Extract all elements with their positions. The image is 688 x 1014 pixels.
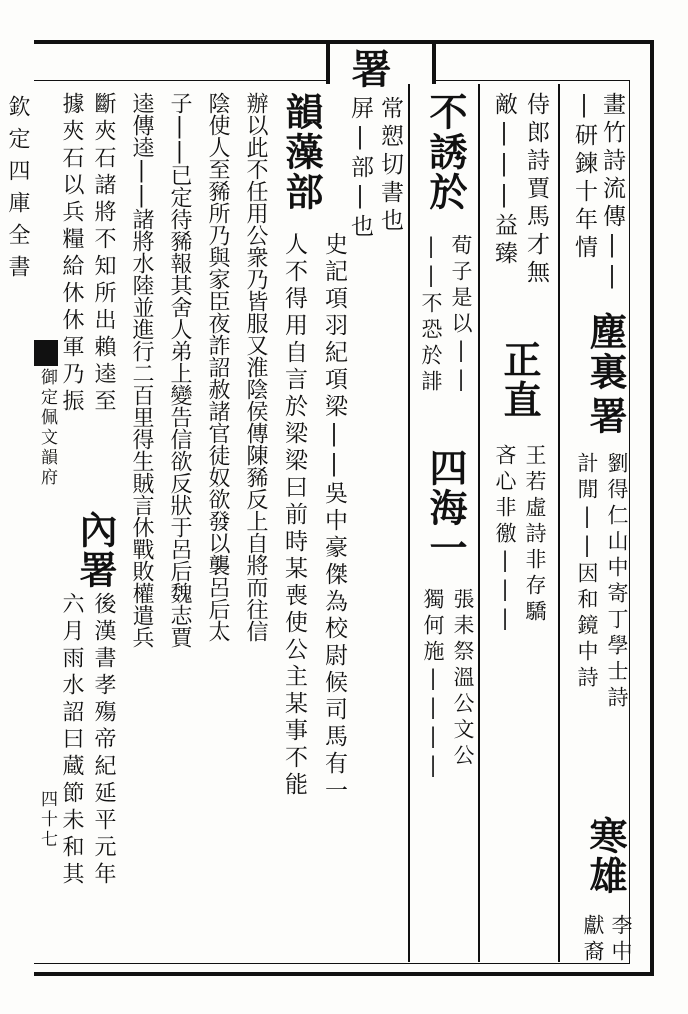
entry-heading-word: 署 bbox=[583, 396, 628, 436]
entry-heading: 不誘於 bbox=[423, 92, 468, 212]
entry-heading: 四海一 bbox=[423, 448, 468, 568]
text-column: 敵|||益臻 bbox=[491, 92, 517, 269]
text-column: 陰使人至豨所乃與家臣夜詐詔赦諸官徒奴欲發以襲呂后太 bbox=[205, 92, 230, 642]
text-column: 侍郎詩賈馬才無 bbox=[523, 92, 549, 288]
text-column: 獻裔 bbox=[581, 914, 605, 966]
text-column: 劉得仁山中寄丁學士詩 bbox=[605, 452, 629, 712]
margin-book-title: 欽定四庫全書 bbox=[5, 95, 30, 287]
text-column: 史記項羽紀項梁||吳中豪傑為校尉候司馬有一 bbox=[321, 232, 347, 805]
text-column: 辦以此不任用公衆乃皆服又淮陰侯傳陳豨反上自將而往信 bbox=[243, 92, 268, 642]
entry-heading: 正直 bbox=[497, 340, 542, 420]
text-column: 子||已定待豨報其舍人弟上變告信欲反狀于呂后魏志賈 bbox=[167, 92, 192, 648]
entry-heading: 寒雄 bbox=[583, 816, 628, 896]
text-column: |研鍊十年情 bbox=[571, 92, 597, 263]
column-divider bbox=[408, 84, 410, 962]
text-column: 畫竹詩流傳|| bbox=[599, 92, 625, 294]
entry-heading-word: 署 bbox=[73, 550, 118, 590]
text-column: 後漢書孝殤帝紀延平元年 bbox=[91, 592, 116, 889]
entry-heading: 內 bbox=[73, 510, 118, 550]
margin-volume-title: 御定佩文韻府 bbox=[37, 368, 57, 488]
text-column: 計閒||因和鏡中詩 bbox=[575, 452, 599, 692]
text-column: 逵傳逵||諸將水陸並進行二百里得生賊言休戰敗權遣兵 bbox=[129, 92, 154, 648]
column-divider bbox=[478, 84, 480, 962]
text-column: 六月雨水詔曰蔵節未和其 bbox=[59, 592, 84, 889]
entry-heading: 塵裏 bbox=[583, 312, 628, 392]
text-column: 吝心非徼||| bbox=[493, 444, 517, 635]
text-column: 獨何施|||| bbox=[421, 588, 445, 782]
section-heading: 韻藻部 bbox=[279, 92, 324, 212]
text-column: 王若虛詩非存驕 bbox=[523, 444, 547, 626]
text-column: 據夾石以兵糧給休休軍乃振 bbox=[59, 92, 84, 416]
text-column: 荀子是以|| bbox=[449, 234, 473, 396]
text-column: 常愬切書也 bbox=[377, 96, 403, 236]
margin-fishtail-mark bbox=[34, 340, 58, 366]
text-column: 人不得用自言於梁梁曰前時某喪使公主某事不能 bbox=[281, 232, 307, 799]
margin-page-number: 四十七 bbox=[37, 790, 57, 850]
text-column: ||不恐於誹 bbox=[419, 234, 443, 396]
header-word: 署 bbox=[345, 48, 392, 90]
text-column: 李中 bbox=[609, 914, 633, 966]
text-column: 屏|部|也 bbox=[347, 96, 373, 242]
text-column: 斷夾石諸將不知所出賴逵至 bbox=[91, 92, 116, 416]
text-column: 張耒祭溫公文公 bbox=[451, 588, 475, 770]
column-divider bbox=[558, 84, 560, 962]
